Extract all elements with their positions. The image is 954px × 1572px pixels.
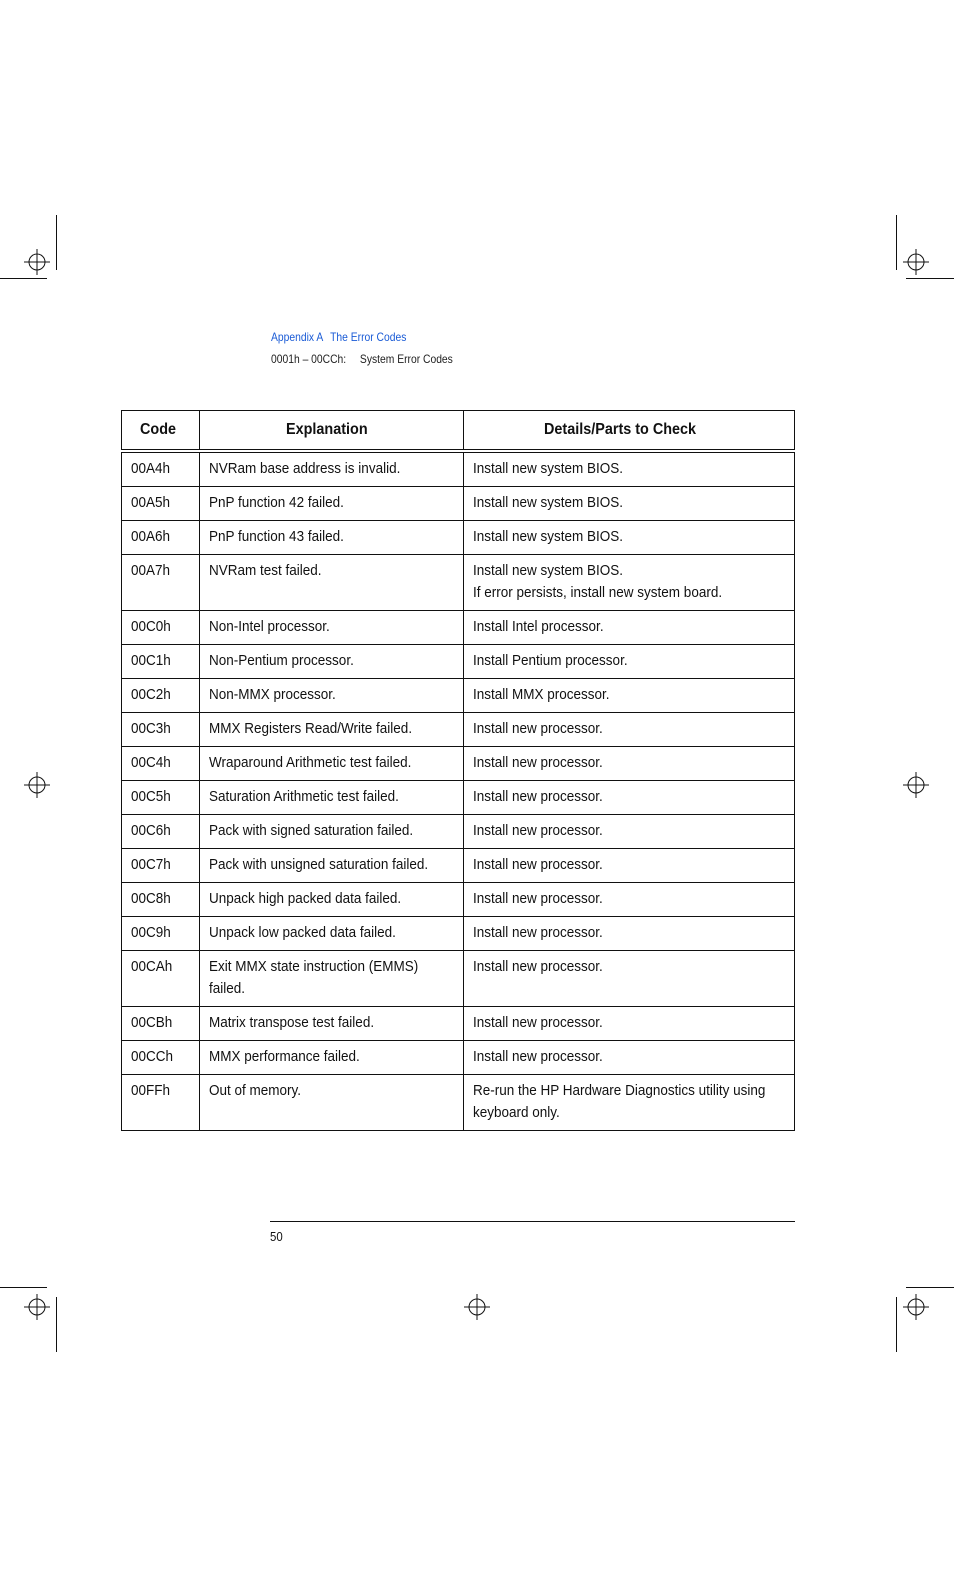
cell-explanation: MMX performance failed. xyxy=(199,1041,463,1075)
crop-mark xyxy=(906,278,954,279)
code-range: 0001h – 00CCh: xyxy=(271,352,347,366)
cell-explanation: NVRam test failed. xyxy=(199,555,463,611)
cell-code: 00A7h xyxy=(122,555,200,611)
table-row xyxy=(122,487,795,521)
cell-details: Install new processor. xyxy=(463,781,794,815)
cell-details: Install new processor. xyxy=(463,951,794,1007)
cell-code: 00CCh xyxy=(122,1041,200,1075)
cell-details: Install Intel processor. xyxy=(463,611,794,645)
cell-explanation: Pack with signed saturation failed. xyxy=(199,815,463,849)
column-header-details: Details/Parts to Check xyxy=(463,411,794,452)
table-row xyxy=(122,815,795,849)
table-row xyxy=(122,747,795,781)
cell-code: 00C5h xyxy=(122,781,200,815)
cell-details: Install new processor. xyxy=(463,1041,794,1075)
registration-mark-icon xyxy=(903,772,929,798)
cell-explanation: Out of memory. xyxy=(199,1075,463,1131)
crop-mark xyxy=(896,215,897,270)
cell-explanation: Pack with unsigned saturation failed. xyxy=(199,849,463,883)
crop-mark xyxy=(896,1297,897,1352)
table-row xyxy=(122,611,795,645)
cell-details: Re-run the HP Hardware Diagnostics utility using keyboard only. xyxy=(463,1075,794,1131)
appendix-title: The Error Codes xyxy=(330,330,407,344)
crop-mark xyxy=(906,1287,954,1288)
crop-mark xyxy=(0,1287,47,1288)
table-row xyxy=(122,555,795,611)
table-header-row xyxy=(122,411,795,452)
cell-details: Install new processor. xyxy=(463,883,794,917)
error-codes-table xyxy=(121,410,795,1131)
cell-details: Install new system BIOS. xyxy=(463,487,794,521)
cell-details: Install MMX processor. xyxy=(463,679,794,713)
cell-code: 00A4h xyxy=(122,451,200,487)
cell-code: 00C1h xyxy=(122,645,200,679)
cell-code: 00A6h xyxy=(122,521,200,555)
registration-mark-icon xyxy=(464,1294,490,1320)
table-row xyxy=(122,451,795,487)
column-header-code: Code xyxy=(122,411,200,452)
registration-mark-icon xyxy=(24,1294,50,1320)
cell-code: 00CAh xyxy=(122,951,200,1007)
cell-explanation: Saturation Arithmetic test failed. xyxy=(199,781,463,815)
cell-explanation: Wraparound Arithmetic test failed. xyxy=(199,747,463,781)
crop-mark xyxy=(0,278,47,279)
appendix-heading xyxy=(271,329,453,345)
cell-details: Install new processor. xyxy=(463,747,794,781)
cell-code: 00C0h xyxy=(122,611,200,645)
cell-explanation: MMX Registers Read/Write failed. xyxy=(199,713,463,747)
table-row xyxy=(122,781,795,815)
cell-code: 00CBh xyxy=(122,1007,200,1041)
cell-explanation: Exit MMX state instruction (EMMS) failed. xyxy=(199,951,463,1007)
footer-rule xyxy=(270,1221,795,1222)
table-row xyxy=(122,645,795,679)
cell-explanation: Unpack high packed data failed. xyxy=(199,883,463,917)
cell-details: Install new processor. xyxy=(463,1007,794,1041)
cell-details: Install new processor. xyxy=(463,849,794,883)
column-header-explanation: Explanation xyxy=(199,411,463,452)
cell-details: Install Pentium processor. xyxy=(463,645,794,679)
cell-code: 00FFh xyxy=(122,1075,200,1131)
cell-code: 00C9h xyxy=(122,917,200,951)
table-row xyxy=(122,849,795,883)
cell-explanation: Non-Intel processor. xyxy=(199,611,463,645)
table-row xyxy=(122,883,795,917)
cell-explanation: Matrix transpose test failed. xyxy=(199,1007,463,1041)
cell-details: Install new processor. xyxy=(463,815,794,849)
registration-mark-icon xyxy=(903,1294,929,1320)
cell-code: 00C7h xyxy=(122,849,200,883)
cell-explanation: PnP function 43 failed. xyxy=(199,521,463,555)
crop-mark xyxy=(56,1297,57,1352)
registration-mark-icon xyxy=(24,772,50,798)
table-row xyxy=(122,679,795,713)
cell-details: Install new processor. xyxy=(463,917,794,951)
cell-explanation: Unpack low packed data failed. xyxy=(199,917,463,951)
section-heading xyxy=(271,351,453,367)
table-row xyxy=(122,521,795,555)
table-row xyxy=(122,713,795,747)
crop-mark xyxy=(56,215,57,270)
page-number: 50 xyxy=(270,1229,283,1244)
cell-explanation: Non-MMX processor. xyxy=(199,679,463,713)
table-row xyxy=(122,1075,795,1131)
registration-mark-icon xyxy=(24,249,50,275)
running-header xyxy=(271,329,453,367)
cell-code: 00C3h xyxy=(122,713,200,747)
cell-explanation: NVRam base address is invalid. xyxy=(199,451,463,487)
section-title: System Error Codes xyxy=(359,352,453,366)
cell-code: 00C2h xyxy=(122,679,200,713)
appendix-label: Appendix A xyxy=(271,330,324,344)
cell-explanation: PnP function 42 failed. xyxy=(199,487,463,521)
cell-details: Install new system BIOS. xyxy=(463,451,794,487)
cell-code: 00A5h xyxy=(122,487,200,521)
table-row xyxy=(122,917,795,951)
registration-mark-icon xyxy=(903,249,929,275)
cell-explanation: Non-Pentium processor. xyxy=(199,645,463,679)
table-row xyxy=(122,951,795,1007)
cell-details: Install new processor. xyxy=(463,713,794,747)
cell-code: 00C4h xyxy=(122,747,200,781)
table-row xyxy=(122,1007,795,1041)
cell-code: 00C6h xyxy=(122,815,200,849)
cell-code: 00C8h xyxy=(122,883,200,917)
cell-details: Install new system BIOS. xyxy=(463,521,794,555)
table-row xyxy=(122,1041,795,1075)
cell-details: Install new system BIOS. If error persists, install new system board. xyxy=(463,555,794,611)
